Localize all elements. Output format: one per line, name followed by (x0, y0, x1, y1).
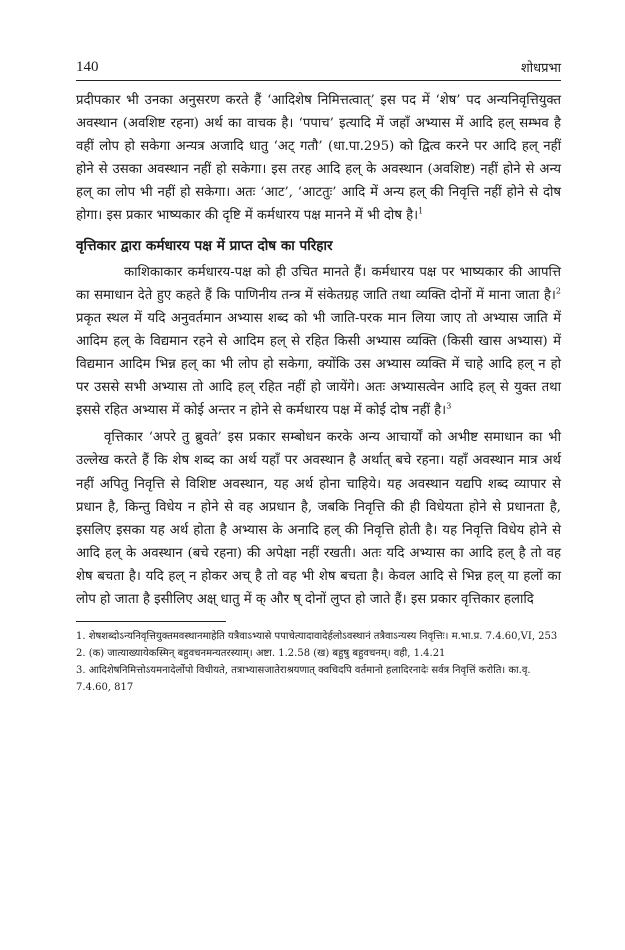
paragraph-3: वृत्तिकार ‘अपरे तु ब्रुवते’ इस प्रकार सम्बोधन करके अन्य आचार्यों को अभीष्ट समाधान का भी उल्लेख करते हैं कि शेष शब्द का अर्थ यहाँ पर अवस्थान है अर्थात् बचे रहना। यहाँ अवस्थान मात्र अर्थ नहीं अपितु निवृत्ति से विशिष्ट अवस्थान, यह अर्थ होना चाहिये। यह अवस्थान यद्यपि शब्द व्यापार से प्रधान है, किन्तु विधेय न होने से वह अप्रधान है, जबकि निवृत्ति की ही विधेयता होने से प्रधानता है, इसलिए इसका यह अर्थ होता है अभ्यास के अनादि हल् की निवृत्ति होती है। यह निवृत्ति विधेय होने से आदि हल् के अवस्थान (बचे रहना) की अपेक्षा नहीं रखती। अतः यदि अभ्यास का आदि हल् है तो वह शेष बचता है। यदि हल् न होकर अच् है तो वह भी शेष बचता है। केवल आदि से भिन्न हल् या हलों का लोप हो जाता है इसीलिए अक्ष् धातु में क् और ष् दोनों लुप्त हो जाते हैं। इस प्रकार वृत्तिकार हलादि (76, 430, 561, 607)
paragraph-2a-text: काशिकाकार कर्मधारय-पक्ष को ही उचित मानते हैं। कर्मधारय पक्ष पर भाष्यकार की आपत्ति का समाधान देते हुए कहते हैं कि पाणिनीय तन्त्र में संकेतग्रह जाति तथा व्यक्ति दोनों में माना जाता है। (76, 264, 561, 303)
footnote-ref-2: 2 (555, 286, 561, 296)
body-text (76, 89, 561, 611)
footnote-divider (76, 621, 226, 622)
footnote-ref-3: 3 (446, 401, 452, 411)
footnote-2: 2. (क) जात्याख्यायेकस्मिन् बहुवचनमन्यतरस्याम्। अष्टा. 1.2.58 (ख) बहुषु बहुवचनम्। वही, 1.4.21 (76, 648, 446, 660)
paragraph-1-text: प्रदीपकार भी उनका अनुसरण करते हैं ‘आदिशेष निमित्तत्वात्’ इस पद में ‘शेष’ पद अन्यनिवृत्तियुक्त अवस्थान (अवशिष्ट रहना) अर्थ का वाचक है। ‘पपाच’ इत्यादि में जहाँ अभ्यास में आदि हल् सम्भव है वहीं लोप हो सकेगा अन्यत्र अजादि धातु ‘अट् गतौ’ (धा.पा.295) को द्वित्व करने पर आदि हल् नहीं होने से उसका अवस्थान नहीं हो सकेगा। इस तरह आदि हल् के अवस्थान (अवशिष्ट) नहीं होने से अन्य हल् का लोप भी नहीं हो सकेगा। अतः ‘आट’, ‘आटतुः’ आदि में अन्य हल् की निवृत्ति नहीं होने से दोष होगा। इस प्रकार भाष्यकार की दृष्टि में कर्मधारय पक्ष मानने में भी दोष है। (76, 93, 561, 224)
page-number: 140 (76, 59, 99, 75)
footnotes (76, 628, 561, 696)
running-title: शोधप्रभा (520, 61, 561, 76)
page (76, 58, 561, 696)
footnote-1: 1. शेषशब्दोऽन्यनिवृत्तियुक्तमवस्थानमाहेति यत्रैवाऽभ्यासे पपाचेत्यादावादेर्हलोऽवस्थानं तत्रैवाऽन्यस्य निवृत्तिः। म.भा.प्र. 7.4.60,VI, 253 (76, 631, 558, 643)
paragraph-2 (76, 261, 561, 423)
page-header (76, 58, 561, 81)
paragraph-2b-text: प्रकृत स्थल में यदि अनुवर्तमान अभ्यास शब्द को भी जाति-परक मान लिया जाए तो अभ्यास जाति में आदिम हल् के विद्यमान रहने से आदिम हल् से रहित किसी अभ्यास व्यक्ति (किसी खास अभ्यास) में विद्यमान आदिम भिन्न हल् का भी लोप हो सकेगा, क्योंकि उस अभ्यास व्यक्ति में चाहे आदि हल् न हो पर उससे सभी अभ्यास तो आदि हल् रहित नहीं हो जायेंगे। अतः अभ्यासत्वेन आदि हल् से युक्त तथा इससे रहित अभ्यास में कोई अन्तर न होने से कर्मधारय पक्ष में कोई दोष नहीं है। (76, 310, 561, 419)
footnote-ref-1: 1 (418, 207, 424, 217)
footnote-3: 3. आदिशेषनिमित्तोऽयमनादेर्लोपो विधीयते, तत्राभ्यासजातेराश्रयणात् क्वचिदपि वर्तमानो हलादिरनादेः सर्वत्र निवृत्तिं करोति। का.वृ. 7.4.60, 817 (76, 665, 531, 694)
section-heading: वृत्तिकार द्वारा कर्मधारय पक्ष में प्राप्त दोष का परिहार (76, 237, 333, 254)
paragraph-1 (76, 89, 561, 228)
